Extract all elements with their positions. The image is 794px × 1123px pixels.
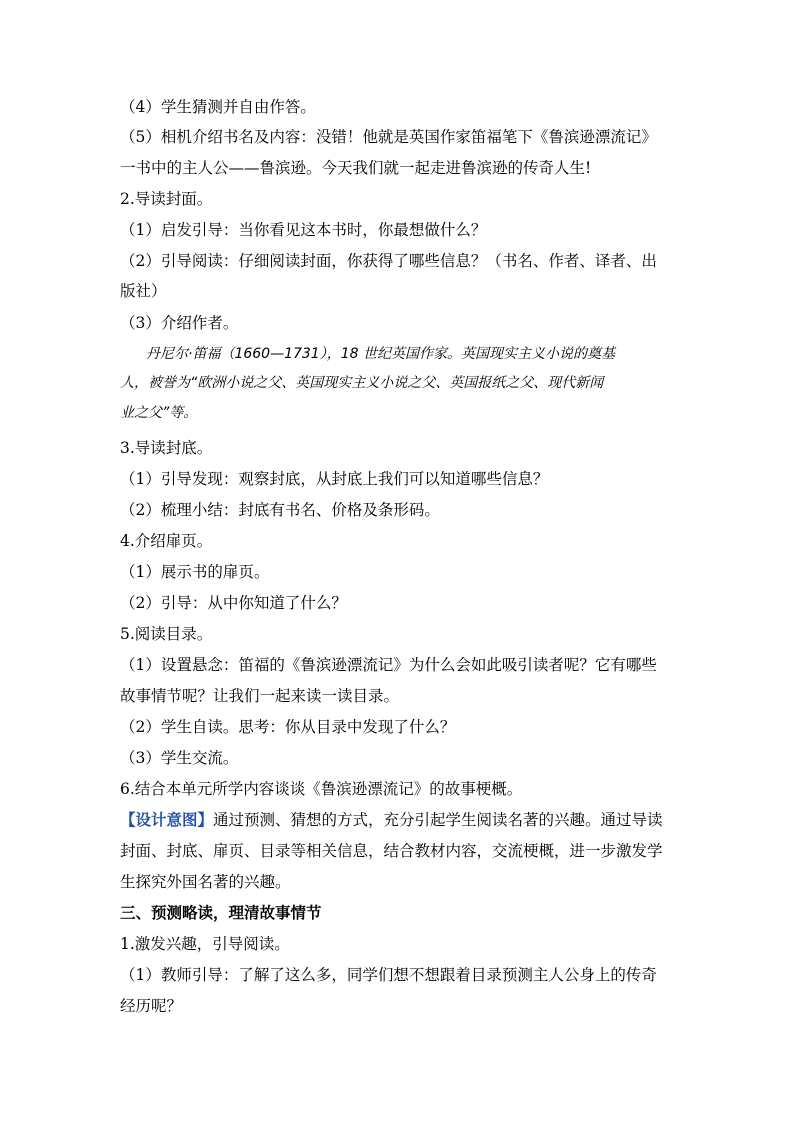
section-heading: 5.阅读目录。 <box>120 625 213 643</box>
chapter-heading: 三、预测略读，理清故事情节 <box>120 903 322 922</box>
text-line: （2）引导：从中你知道了什么？ <box>120 594 347 612</box>
text-line: （1）教师引导：了解了这么多，同学们想不想跟着目录预测主人公身上的传奇 <box>120 966 657 984</box>
text-line: （1）设置悬念：笛福的《鲁滨逊漂流记》为什么会如此吸引读者呢？它有哪些 <box>120 656 657 674</box>
design-intent-label: 【设计意图】 <box>120 810 214 829</box>
text-line: 故事情节呢？让我们一起来读一读目录。 <box>120 687 400 705</box>
text-line: （1）展示书的扉页。 <box>120 563 270 581</box>
text-line: （1）引导发现：观察封底，从封底上我们可以知道哪些信息？ <box>120 470 549 488</box>
text-line: 版社） <box>120 282 167 300</box>
author-quote-line: 业之父”等。 <box>120 405 198 421</box>
section-heading: 3.导读封底。 <box>120 439 213 457</box>
text-line: （4）学生猜测并自由作答。 <box>120 98 316 116</box>
text-line: （3）学生交流。 <box>120 749 239 767</box>
text-line: 封面、封底、扉页、目录等相关信息，结合教材内容，交流梗概，进一步激发学 <box>120 842 663 860</box>
author-quote-line: 丹尼尔·笛福（1660—1731），18 世纪英国作家。英国现实主义小说的奠基 <box>146 346 615 362</box>
text-line: 生探究外国名著的兴趣。 <box>120 873 291 891</box>
text-line: 一书中的主人公——鲁滨逊。今天我们就一起走进鲁滨逊的传奇人生! <box>120 159 592 177</box>
text-line: （2）引导阅读：仔细阅读封面，你获得了哪些信息？（书名、作者、译者、出 <box>120 252 657 270</box>
section-heading: 1.激发兴趣，引导阅读。 <box>120 935 290 953</box>
text-line: （1）启发引导：当你看见这本书时，你最想做什么？ <box>120 221 487 239</box>
section-heading: 2.导读封面。 <box>120 190 213 208</box>
section-heading: 4.介绍扉页。 <box>120 532 213 550</box>
section-heading: 6.结合本单元所学内容谈谈《鲁滨逊漂流记》的故事梗概。 <box>120 780 523 798</box>
text-line: （2）学生自读。思考：你从目录中发现了什么？ <box>120 718 456 736</box>
text-line: （3）介绍作者。 <box>120 314 239 332</box>
design-intent-text: 通过预测、猜想的方式，充分引起学生阅读名著的兴趣。通过导读 <box>213 811 663 829</box>
text-line: 经历呢？ <box>120 997 183 1015</box>
text-line: （2）梳理小结：封底有书名、价格及条形码。 <box>120 501 440 519</box>
text-line: （5）相机介绍书名及内容：没错！他就是英国作家笛福笔下《鲁滨逊漂流记》 <box>120 128 657 146</box>
design-intent-line <box>120 810 680 830</box>
author-quote-line: 人，被誉为“欧洲小说之父、英国现实主义小说之父、英国报纸之父、现代新闻 <box>120 375 604 391</box>
